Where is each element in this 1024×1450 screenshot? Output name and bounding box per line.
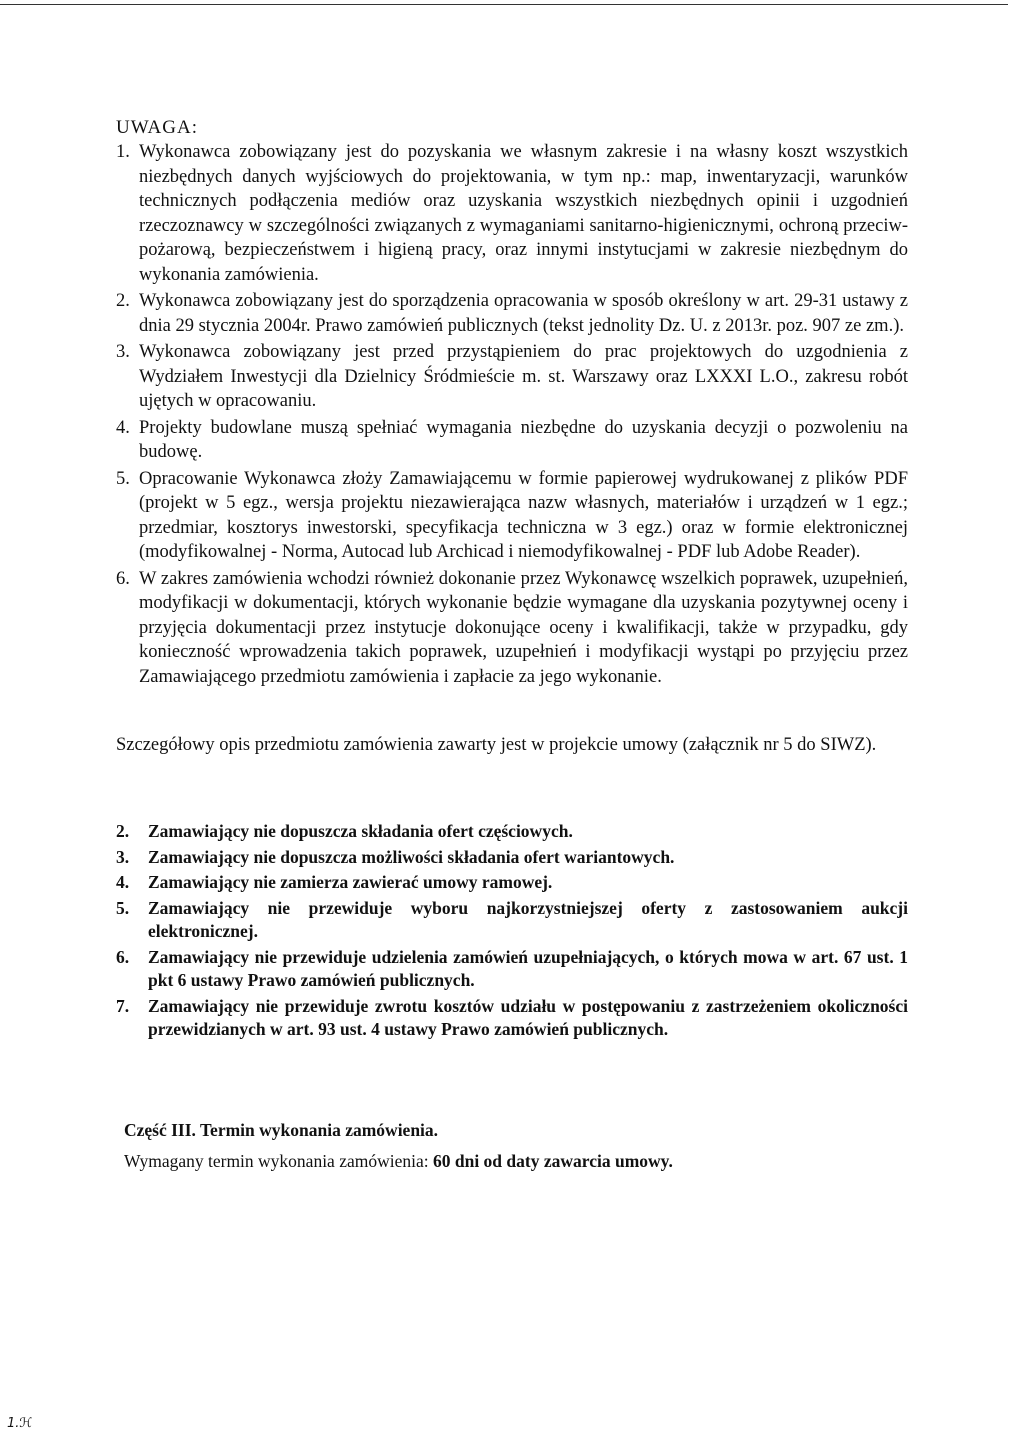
condition-item-number: 3.: [116, 846, 130, 867]
condition-item-text: Zamawiający nie dopuszcza składania ofert częściowych.: [148, 821, 573, 841]
note-item-number: 2.: [116, 291, 130, 311]
summary-paragraph: Szczegółowy opis przedmiotu zamówienia zawarty jest w projekcie umowy (załącznik nr 5 do SIWZ).: [116, 735, 877, 755]
note-item-number: 3.: [116, 342, 130, 362]
condition-item-text: Zamawiający nie przewiduje wyboru najkorzystniejszej oferty z zastosowaniem aukcji elektronicznej.: [148, 897, 908, 941]
deadline-label: Wymagany termin wykonania zamówienia:: [124, 1150, 429, 1171]
part-3-section: [116, 1118, 908, 1174]
condition-item-number: 6.: [116, 946, 130, 967]
deadline-value: 60 dni od daty zawarcia umowy.: [432, 1150, 673, 1171]
condition-item-text: Zamawiający nie zamierza zawierać umowy ramowej.: [148, 872, 553, 892]
condition-item-6: [116, 946, 908, 993]
note-item-1: [116, 140, 908, 287]
note-item-6: [116, 567, 908, 690]
note-item-5: [116, 467, 908, 565]
note-item-2: [116, 289, 908, 338]
note-item-text: Opracowanie Wykonawca złoży Zamawiającemu w formie papierowej wydrukowanej z plików PDF (projekt w 5 egz., wersja projektu niezawierająca nazw własnych, materiałów i urządzeń w 1 egz.; przedmiar, kosztorys inwestorski, specyfikacja techniczna w 3 egz.) oraz w formie elektronicznej (modyfikowalnej - Norma, Autocad lub Archicad i niemodyfikowalnej - PDF lub Adobe Reader).: [139, 468, 908, 562]
note-item-text: W zakres zamówienia wchodzi również dokonanie przez Wykonawcę wszelkich poprawek, uzupełnień, modyfikacji w dokumentacji, których wykonanie będzie wymagane dla uzyskania pozytywnej oceny i przyjęcia dokumentacji przez instytucje dokonujące oceny i kwalifikacji, także w przypadku, gdy konieczność wprowadzenia takich poprawek, uzupełnień i modyfikacji wystąpi po przyjęciu przez Zamawiającego przedmiotu zamówienia i zapłacie za jego wykonanie.: [139, 568, 908, 687]
note-item-3: [116, 340, 908, 414]
part-3-title: Część III. Termin wykonania zamówienia.: [124, 1119, 439, 1140]
condition-item-3: [116, 846, 908, 870]
condition-item-number: 7.: [116, 995, 130, 1016]
condition-item-number: 5.: [116, 897, 130, 918]
note-item-text: Wykonawca zobowiązany jest do pozyskania we własnym zakresie i na własny koszt wszystkich niezbędnych danych wyjściowych do projektowania, w tym np.: map, inwentaryzacji, warunków technicznych podłączenia mediów oraz uzyskania wszystkich niezbędnych opinii i uzgodnień rzeczoznawcy w szczególności związanych z wymaganiami sanitarno-higienicznymi, ochroną przeciw-pożarową, bezpieczeństwem i higieną pracy, oraz innymi instytucjami w zakresie niezbędnym do wykonania zamówienia.: [139, 142, 908, 285]
note-item-number: 4.: [116, 417, 130, 438]
condition-item-number: 2.: [116, 821, 130, 841]
note-item-text: Wykonawca zobowiązany jest do sporządzenia opracowania w sposób określony w art. 29-31 ustawy z dnia 29 stycznia 2004r. Prawo zamówień publicznych (tekst jednolity Dz. U. z 2013r. poz. 907 ze zm.).: [139, 291, 908, 336]
conditions-list: [116, 820, 908, 1042]
note-item-number: 6.: [116, 568, 130, 589]
note-heading: UWAGA:: [116, 117, 198, 138]
note-list: [116, 140, 908, 689]
condition-item-2: [116, 820, 908, 844]
condition-item-5: [116, 897, 908, 944]
condition-item-4: [116, 871, 908, 895]
top-scan-rule: [0, 4, 1008, 5]
note-item-number: 1.: [116, 142, 130, 162]
note-item-4: [116, 416, 908, 465]
condition-item-number: 4.: [116, 872, 130, 892]
condition-item-text: Zamawiający nie przewiduje zwrotu kosztów udziału w postępowaniu z zastrzeżeniem okoliczności przewidzianych w art. 93 ust. 4 ustawy Prawo zamówień publicznych.: [148, 995, 908, 1039]
condition-item-text: Zamawiający nie dopuszcza możliwości składania ofert wariantowych.: [148, 846, 675, 867]
deadline-line: [124, 1148, 908, 1174]
condition-item-7: [116, 995, 908, 1042]
note-item-text: Wykonawca zobowiązany jest przed przystąpieniem do prac projektowych do uzgodnienia z Wydziałem Inwestycji dla Dzielnicy Śródmieście m. st. Warszawy oraz LXXXI L.O., zakresu robót ujętych w opracowaniu.: [139, 342, 908, 411]
handwritten-page-mark: 1.ℋ: [7, 1416, 33, 1431]
condition-item-text: Zamawiający nie przewiduje udzielenia zamówień uzupełniających, o których mowa w art. 67 ust. 1 pkt 6 ustawy Prawo zamówień publicznych.: [148, 946, 908, 990]
note-item-number: 5.: [116, 468, 130, 489]
note-item-text: Projekty budowlane muszą spełniać wymagania niezbędne do uzyskania decyzji o pozwoleniu na budowę.: [139, 417, 908, 462]
document-page: [116, 116, 908, 1191]
